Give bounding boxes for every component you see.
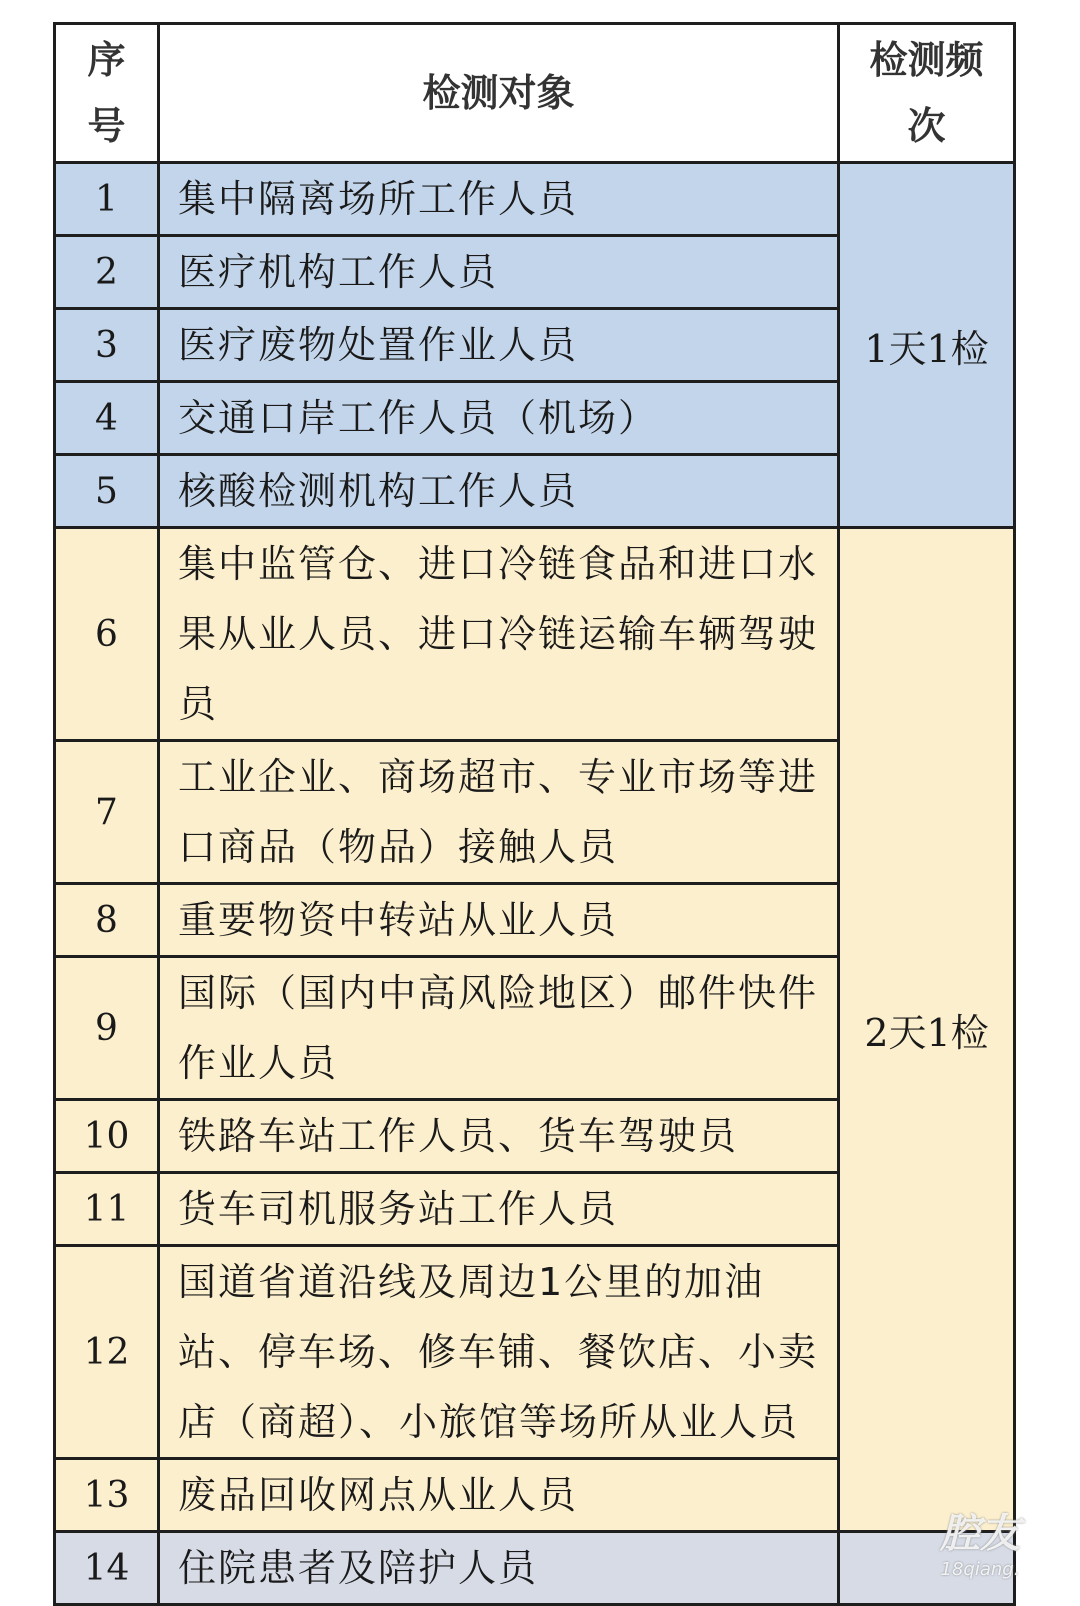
table-row xyxy=(55,1532,1015,1605)
row-object: 国道省道沿线及周边1公里的加油站、停车场、修车铺、餐饮店、小卖店（商超）、小旅馆等场所从业人员 xyxy=(159,1246,839,1459)
freq-cell: 2天1检 xyxy=(839,528,1015,1532)
header-row xyxy=(55,24,1015,163)
row-object: 住院患者及陪护人员 xyxy=(159,1532,839,1605)
row-number: 7 xyxy=(55,741,159,884)
row-number: 10 xyxy=(55,1100,159,1173)
row-object: 重要物资中转站从业人员 xyxy=(159,884,839,957)
row-object: 国际（国内中高风险地区）邮件快件作业人员 xyxy=(159,957,839,1100)
row-number: 14 xyxy=(55,1532,159,1605)
testing-frequency-table xyxy=(53,22,1016,1606)
row-number: 2 xyxy=(55,236,159,309)
row-object: 医疗机构工作人员 xyxy=(159,236,839,309)
table-row xyxy=(55,528,1015,741)
row-number: 11 xyxy=(55,1173,159,1246)
row-number: 4 xyxy=(55,382,159,455)
header-num: 序号 xyxy=(55,24,159,163)
freq-cell: 1天1检 xyxy=(839,163,1015,528)
row-number: 6 xyxy=(55,528,159,741)
row-object: 集中监管仓、进口冷链食品和进口水果从业人员、进口冷链运输车辆驾驶员 xyxy=(159,528,839,741)
header-freq: 检测频次 xyxy=(839,24,1015,163)
watermark-url-text: 18qiang. xyxy=(940,1559,1020,1580)
row-object: 交通口岸工作人员（机场） xyxy=(159,382,839,455)
row-number: 5 xyxy=(55,455,159,528)
watermark-logo-text: 腔友 xyxy=(940,1511,1020,1557)
row-object: 医疗废物处置作业人员 xyxy=(159,309,839,382)
row-object: 货车司机服务站工作人员 xyxy=(159,1173,839,1246)
table-row xyxy=(55,163,1015,236)
row-object: 铁路车站工作人员、货车驾驶员 xyxy=(159,1100,839,1173)
row-number: 1 xyxy=(55,163,159,236)
watermark xyxy=(940,1502,1020,1580)
row-object: 集中隔离场所工作人员 xyxy=(159,163,839,236)
row-object: 工业企业、商场超市、专业市场等进口商品（物品）接触人员 xyxy=(159,741,839,884)
row-number: 8 xyxy=(55,884,159,957)
row-number: 13 xyxy=(55,1459,159,1532)
row-number: 9 xyxy=(55,957,159,1100)
header-object: 检测对象 xyxy=(159,24,839,163)
row-number: 3 xyxy=(55,309,159,382)
row-object: 废品回收网点从业人员 xyxy=(159,1459,839,1532)
row-object: 核酸检测机构工作人员 xyxy=(159,455,839,528)
row-number: 12 xyxy=(55,1246,159,1459)
